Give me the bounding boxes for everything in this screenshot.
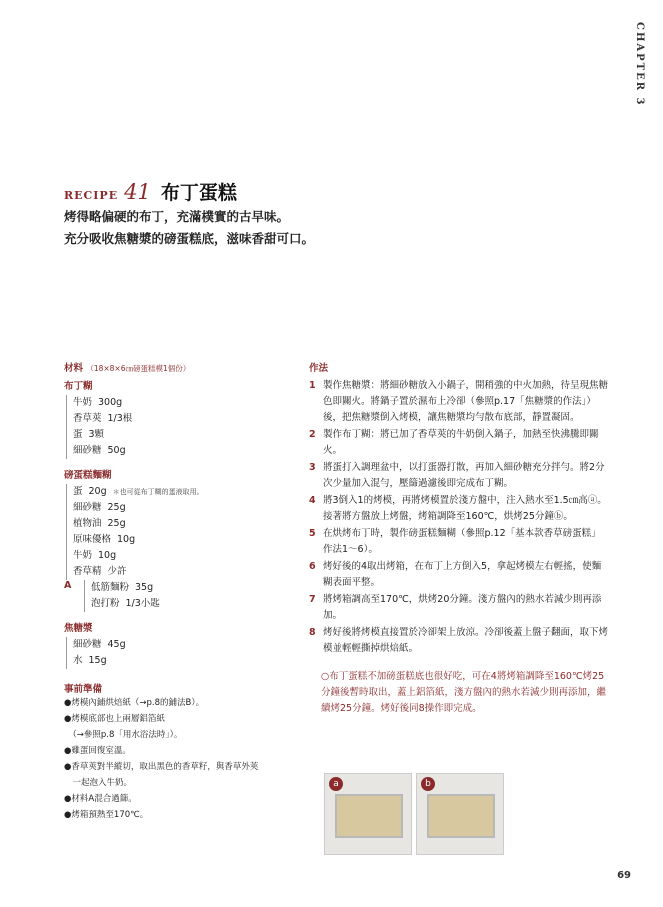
- ingredient: 植物油 25g: [73, 518, 126, 529]
- step-item: 7 將烤箱調高至170℃，烘烤20分鐘。淺方盤內的熱水若減少則再添加。: [309, 594, 602, 621]
- pudding-title: 布丁糊: [64, 381, 93, 392]
- group-a-mark: A: [64, 580, 72, 591]
- step-item: 8 烤好後將烤模直接置於冷卻架上放涼。冷卻後蓋上盤子翻面，取下烤模並輕輕撕掉烘焙紙。: [309, 627, 609, 654]
- step-item: 5 在烘烤布丁時，製作磅蛋糕麵糊（參照p.12「基本款香草磅蛋糕」作法1～6）。: [309, 528, 601, 555]
- photo-a: [324, 773, 412, 855]
- recipe-title: 布丁蛋糕: [160, 182, 237, 204]
- group-a-list: [84, 580, 160, 612]
- prep-item: ●烤模內鋪烘焙紙（→p.8的鋪法B）。: [64, 698, 205, 708]
- recipe-number: 41: [124, 180, 151, 204]
- ingredient: 細砂糖 25g: [73, 502, 126, 513]
- recipe-word: RECIPE: [64, 189, 119, 202]
- prep-item: ●香草莢對半縱切，取出黑色的香草籽，與香草外莢: [64, 762, 259, 772]
- prep-section: [64, 681, 299, 823]
- cake-title: 磅蛋糕麵糊: [64, 470, 112, 481]
- ingredient: 細砂糖 50g: [73, 445, 126, 456]
- step-item: 1 製作焦糖漿：將細砂糖放入小鍋子，開稍強的中火加熱，待呈現焦糖色即關火。將鍋子置於濕布上冷卻（參照p.17「焦糖漿的作法」）後，把焦糖漿倒入烤模，讓焦糖漿均勻散布底部，靜置凝固。: [309, 380, 609, 423]
- intro-line: 烤得略偏硬的布丁，充滿樸實的古早味。: [64, 209, 290, 224]
- ingredient: 細砂糖 45g: [73, 639, 126, 650]
- intro-line: 充分吸收焦糖漿的磅蛋糕底，滋味香甜可口。: [64, 231, 315, 246]
- pan-image: [427, 794, 495, 838]
- step-item: 4 將3倒入1的烤模，再將烤模置於淺方盤中，注入熱水至1.5㎝高ⓐ。接著將方盤放上烤盤，烤箱調降至160℃，烘烤25分鐘ⓑ。: [309, 495, 607, 522]
- pan-image: [335, 794, 403, 838]
- prep-title: 事前準備: [64, 684, 103, 695]
- ingredient: 香草莢 1/3根: [73, 413, 133, 424]
- cake-list: [66, 484, 299, 580]
- intro-text: [64, 206, 314, 250]
- materials-subtitle: （18×8×6㎝磅蛋糕模1個份）: [86, 364, 191, 373]
- ingredient: 蛋 3顆: [73, 429, 105, 440]
- photo-b: [416, 773, 504, 855]
- prep-item: ●烤模底部也上兩層鋁箔紙: [64, 714, 165, 724]
- prep-item: （→參照p.8「用水浴法時」）。: [64, 730, 183, 740]
- ingredient: 牛奶 300g: [73, 397, 123, 408]
- ingredient: 泡打粉 1/3小匙: [91, 598, 160, 609]
- caramel-title: 焦糖漿: [64, 623, 93, 634]
- steps-title: 作法: [309, 363, 329, 374]
- photo-label: b: [421, 777, 435, 791]
- ingredient: 原味優格 10g: [73, 534, 136, 545]
- chapter-label: CHAPTER 3: [634, 22, 645, 107]
- materials-title: [64, 360, 299, 374]
- group-a: [64, 580, 299, 612]
- prep-item: 一起泡入牛奶。: [64, 778, 133, 788]
- pudding-list: [66, 395, 299, 459]
- page-number: 69: [617, 870, 631, 881]
- materials-column: [64, 360, 299, 823]
- steps-column: [309, 360, 609, 717]
- ingredient: 香草精 少許: [73, 566, 127, 577]
- tip-note: ○布丁蛋糕不加磅蛋糕底也很好吃，可在4將烤箱調降至160℃烤25分鐘後暫時取出，蓋上鋁箔紙，淺方盤內的熱水若減少則再添加，繼續烤25分鐘。烤好後同8操作即完成。: [321, 671, 607, 714]
- step-item: 6 烤好後的4取出烤箱，在布丁上方倒入5，拿起烤模左右輕搖，使麵糊表面平整。: [309, 561, 602, 588]
- photo-label: a: [329, 777, 343, 791]
- ingredient: 水 15g: [73, 655, 107, 666]
- prep-item: ●雞蛋回復室溫。: [64, 746, 131, 756]
- prep-item: ●烤箱預熱至170℃。: [64, 810, 149, 820]
- ingredient: 牛奶 10g: [73, 550, 117, 561]
- caramel-list: [66, 637, 299, 669]
- step-item: 2 製作布丁糊：將已加了香草莢的牛奶倒入鍋子，加熱至快沸騰即關火。: [309, 429, 599, 456]
- ingredient: 蛋 20g ＊也可從布丁糊的蛋液取用。: [73, 486, 204, 497]
- ingredient: 低筋麵粉 35g: [91, 582, 154, 593]
- recipe-header: [64, 178, 237, 205]
- prep-item: ●材料A混合過篩。: [64, 794, 137, 804]
- materials-title-text: 材料: [64, 363, 84, 374]
- step-item: 3 將蛋打入調理盆中，以打蛋器打散，再加入細砂糖充分拌勻。將2分次少量加入混勻，壓篩過濾後即完成布丁糊。: [309, 462, 605, 489]
